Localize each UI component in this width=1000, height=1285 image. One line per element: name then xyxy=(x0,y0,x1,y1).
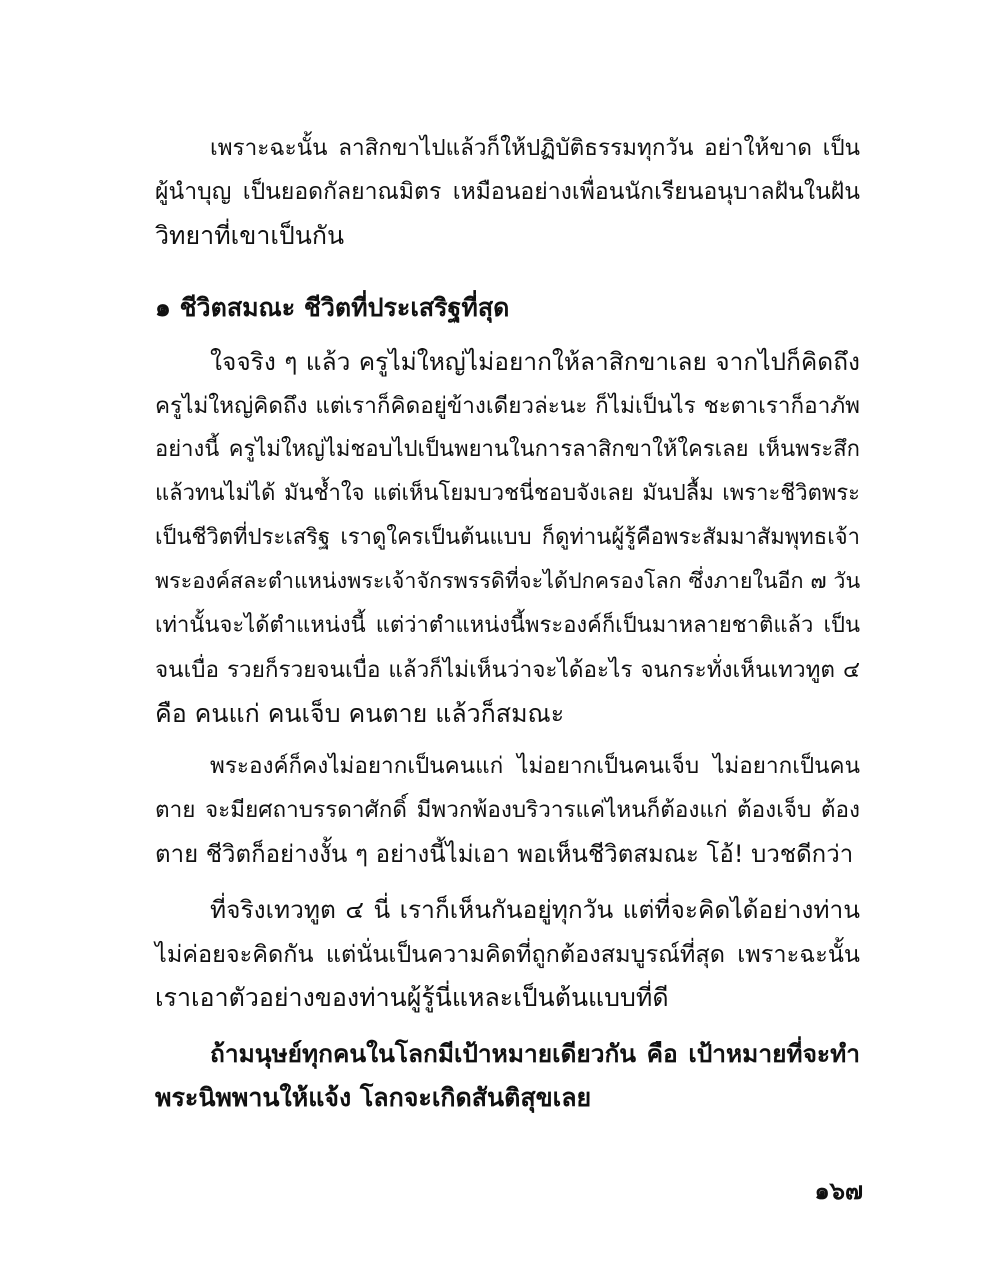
paragraph-4 xyxy=(155,888,860,1020)
text-line: ที่จริงเทวทูต ๔ นี่ เราก็เห็นกันอยู่ทุกวัน แต่ที่จะคิดได้อย่างท่าน xyxy=(210,895,860,924)
text-line: เป็นชีวิตที่ประเสริฐ เราดูใครเป็นต้นแบบ ก็ดูท่านผู้รู้คือพระสัมมาสัมพุทธเจ้า xyxy=(155,525,860,550)
section-heading: ๑ ชีวิตสมณะ ชีวิตที่ประเสริฐที่สุด xyxy=(155,293,510,322)
page-number: ๑๖๗ xyxy=(814,1177,863,1205)
text-line: ตาย ชีวิตก็อย่างงั้น ๆ อย่างนี้ไม่เอา พอเห็นชีวิตสมณะ โอ้! บวชดีกว่า xyxy=(155,840,854,868)
text-line: แล้วทนไม่ได้ มันช้ำใจ แต่เห็นโยมบวชนี่ชอบจังเลย มันปลื้ม เพราะชีวิตพระ xyxy=(155,481,860,506)
text-line: เท่านั้นจะได้ตำแหน่งนี้ แต่ว่าตำแหน่งนี้พระองค์ก็เป็นมาหลายชาติแล้ว เป็น xyxy=(155,613,860,638)
paragraph-1 xyxy=(155,126,860,258)
text-line: จนเบื่อ รวยก็รวยจนเบื่อ แล้วก็ไม่เห็นว่าจะได้อะไร จนกระทั่งเห็นเทวทูต ๔ xyxy=(155,657,860,683)
paragraph-2 xyxy=(155,340,860,736)
paragraph-5-emphasis xyxy=(155,1032,860,1120)
text-line: เราเอาตัวอย่างของท่านผู้รู้นี่แหละเป็นต้นแบบที่ดี xyxy=(155,983,669,1012)
text-line: พระองค์ก็คงไม่อยากเป็นคนแก่ ไม่อยากเป็นคนเจ็บ ไม่อยากเป็นคน xyxy=(210,753,860,779)
text-line: ตาย จะมียศถาบรรดาศักดิ์ มีพวกพ้องบริวารแค่ไหนก็ต้องแก่ ต้องเจ็บ ต้อง xyxy=(155,797,860,823)
text-line: คือ คนแก่ คนเจ็บ คนตาย แล้วก็สมณะ xyxy=(155,699,565,728)
text-line: เพราะฉะนั้น ลาสิกขาไปแล้วก็ให้ปฏิบัติธรรมทุกวัน อย่าให้ขาด เป็น xyxy=(210,135,860,161)
text-line: ใจจริง ๆ แล้ว ครูไม่ใหญ่ไม่อยากให้ลาสิกขาเลย จากไปก็คิดถึง xyxy=(210,347,860,376)
paragraph-3 xyxy=(155,744,860,876)
text-line: อย่างนี้ ครูไม่ใหญ่ไม่ชอบไปเป็นพยานในการลาสิกขาให้ใครเลย เห็นพระสึก xyxy=(155,437,860,462)
text-line: วิทยาที่เขาเป็นกัน xyxy=(155,221,345,250)
text-line: พระนิพพานให้แจ้ง โลกจะเกิดสันติสุขเลย xyxy=(155,1083,592,1112)
text-line: ครูไม่ใหญ่คิดถึง แต่เราก็คิดอยู่ข้างเดียวล่ะนะ ก็ไม่เป็นไร ชะตาเราก็อาภัพ xyxy=(155,393,860,419)
text-line: ถ้ามนุษย์ทุกคนในโลกมีเป้าหมายเดียวกัน คือ เป้าหมายที่จะทำ xyxy=(210,1039,860,1068)
text-line: ผู้นำบุญ เป็นยอดกัลยาณมิตร เหมือนอย่างเพื่อนนักเรียนอนุบาลฝันในฝัน xyxy=(155,179,860,205)
text-line: ไม่ค่อยจะคิดกัน แต่นั่นเป็นความคิดที่ถูกต้องสมบูรณ์ที่สุด เพราะฉะนั้น xyxy=(155,940,860,968)
text-line: พระองค์สละตำแหน่งพระเจ้าจักรพรรดิที่จะได้ปกครองโลก ซึ่งภายในอีก ๗ วัน xyxy=(155,569,861,594)
